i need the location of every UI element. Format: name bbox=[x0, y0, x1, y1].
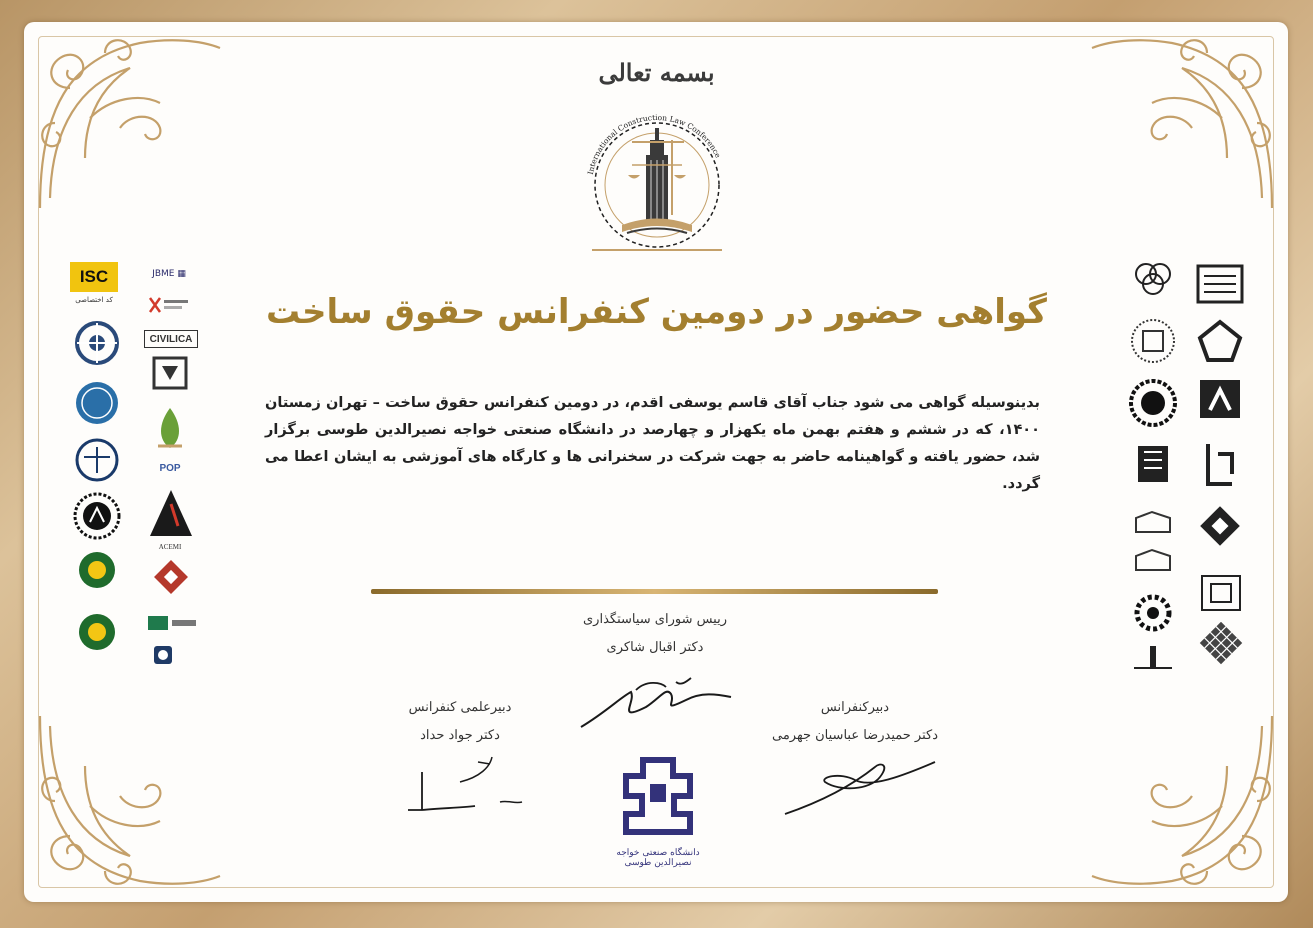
conference-partner-logo-icon bbox=[146, 294, 192, 316]
university-caption: دانشگاه صنعتی خواجه نصیرالدین طوسی bbox=[616, 848, 700, 868]
engineering-org-logo-icon bbox=[70, 492, 124, 540]
isc-logo: ISC bbox=[70, 262, 118, 292]
acemi-logo-icon bbox=[148, 486, 194, 544]
university-logo bbox=[608, 752, 708, 867]
center-signer-role: رییس شورای سیاستگذاری bbox=[583, 612, 727, 627]
corner-ornament-bottom-right bbox=[1082, 696, 1282, 896]
right-signer-role: دبیرکنفرانس bbox=[820, 700, 890, 715]
left-signature bbox=[400, 752, 530, 824]
jbme-logo: JBME ▦ bbox=[152, 269, 186, 279]
pop-logo: POP bbox=[159, 462, 181, 474]
heritage-logo-icon bbox=[154, 560, 188, 594]
gold-divider bbox=[371, 589, 938, 594]
organization-logo-2-icon bbox=[1132, 546, 1174, 576]
square-pattern-logo-icon bbox=[1198, 574, 1244, 614]
bismillah-heading: بسمه تعالی bbox=[598, 58, 715, 87]
isc-caption: کد اختصاصی bbox=[75, 296, 113, 304]
green-society-logo-2-icon bbox=[70, 610, 124, 662]
certificate-body: بدینوسیله گواهی می شود جناب آقای قاسم یوسفی اقدم، در دومین کنفرانس حقوق ساخت – تهران زمستان ۱۴۰۰، که در ششم و هفتم بهمن ماه یکهزار و چهارصد در دانشگاه صنعتی خواجه نصیرالدین طوسی برگزار شد، حضور یافته و گواهینامه حاضر به جهت شرکت در سخنرانی ها و کارگاه های آموزشی به ایشان اعطا می گردد. bbox=[265, 395, 1040, 492]
tehran-art-logo-icon bbox=[1196, 318, 1244, 364]
center-signer-name: دکتر اقبال شاکری bbox=[606, 640, 704, 655]
green-society-logo-icon bbox=[70, 548, 124, 596]
conference-emblem-logo bbox=[572, 100, 742, 260]
acemi-caption: ACEMI bbox=[158, 543, 182, 551]
kharazmi-logo-icon bbox=[1132, 440, 1174, 496]
certificate-title: گواهی حضور در دومین کنفرانس حقوق ساخت bbox=[266, 292, 1047, 332]
tehran-university-logo-icon bbox=[72, 380, 122, 426]
mit-partner-logo-icon bbox=[146, 612, 198, 634]
university-emblem-icon bbox=[608, 752, 708, 844]
right-signature bbox=[780, 752, 940, 822]
organization-logo-icon bbox=[1132, 508, 1174, 538]
corner-ornament-bottom-left bbox=[30, 696, 230, 896]
association-logo-icon bbox=[150, 644, 194, 670]
foundation-logo-icon bbox=[150, 404, 190, 452]
right-signer-name: دکتر حمیدرضا عباسیان جهرمی bbox=[771, 728, 938, 743]
semnan-logo-icon bbox=[1196, 376, 1244, 426]
emblem-ring-textpath: International Construction Law Conference bbox=[585, 112, 723, 176]
center-signature bbox=[576, 672, 736, 737]
amirkabir-logo-icon bbox=[1126, 376, 1180, 430]
judiciary-logo-icon bbox=[72, 437, 122, 483]
shahid-beheshti-logo-icon bbox=[1194, 262, 1246, 306]
tower-logo-icon bbox=[1130, 644, 1176, 674]
gear-university-logo-icon bbox=[1130, 590, 1176, 636]
civilica-logo: CIVILICA bbox=[144, 330, 198, 348]
diamond-university-logo-icon bbox=[1196, 506, 1244, 564]
engineering-society-logo-icon bbox=[1128, 316, 1178, 366]
left-signer-role: دبیرعلمی کنفرانس bbox=[408, 700, 512, 715]
research-institute-logo-icon bbox=[68, 318, 126, 368]
bank-logo-icon bbox=[150, 354, 190, 394]
tabriz-logo-icon bbox=[1200, 440, 1240, 498]
checkered-logo-icon bbox=[1196, 622, 1246, 674]
society-rings-logo-icon bbox=[1128, 258, 1178, 304]
left-signer-name: دکتر جواد حداد bbox=[420, 728, 500, 743]
